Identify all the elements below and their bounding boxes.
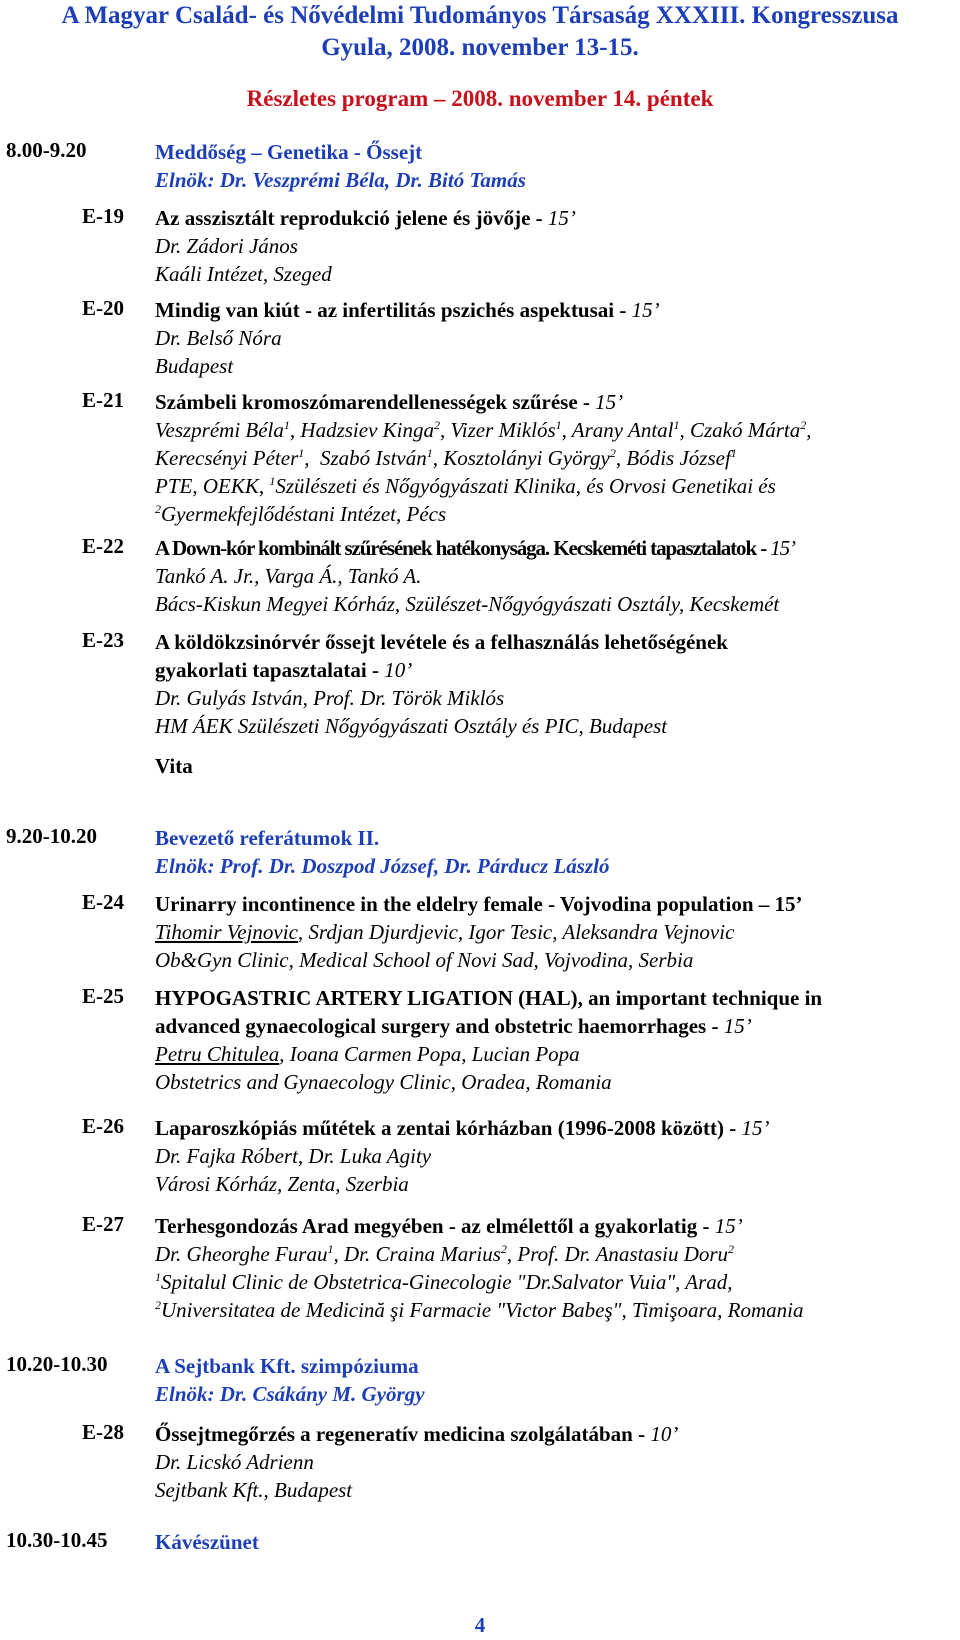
talk-title: A köldökzsinórvér őssejt levétele és a felhasználás lehetőségének xyxy=(155,630,728,654)
talk-authors: Dr. Gulyás István, Prof. Dr. Török Miklós xyxy=(155,686,505,710)
talk-title: A Down-kór kombinált szűrésének hatékonysága. Kecskeméti tapasztalatok - 15’ xyxy=(155,536,795,560)
talk-entry xyxy=(155,1114,945,1198)
program-subtitle: Részletes program – 2008. november 14. péntek xyxy=(246,86,714,111)
talk-title: Az asszisztált reprodukció jelene és jövője - 15’ xyxy=(155,206,576,230)
talk-authors: Dr. Belső Nóra xyxy=(155,326,282,350)
talk-institution: Kaáli Intézet, Szeged xyxy=(155,262,332,286)
session-chair: Elnök: Dr. Csákány M. György xyxy=(155,1382,425,1406)
talk-duration: 15’ xyxy=(547,206,576,230)
talk-institution: PTE, OEKK, $^1$Szülészeti és Nőgyógyászati Klinika, és Orvosi Genetikai és xyxy=(155,474,776,498)
talk-authors: Tankó A. Jr., Varga Á., Tankó A. xyxy=(155,564,422,588)
conference-title-line1: A Magyar Család- és Nővédelmi Tudományos Társaság XXXIII. Kongresszusa xyxy=(61,2,899,29)
conference-title-line2: Gyula, 2008. november 13-15. xyxy=(321,34,639,61)
talk-entry xyxy=(155,296,945,380)
talk-code: E-19 xyxy=(82,204,124,228)
talk-code: E-28 xyxy=(82,1420,124,1444)
session-time: 10.30-10.45 xyxy=(6,1528,108,1552)
session-chair: Elnök: Dr. Veszprémi Béla, Dr. Bitó Tamás xyxy=(155,168,526,192)
talk-duration: 10’ xyxy=(384,658,413,682)
talk-authors: Veszprémi Béla$^1$, Hadzsiev Kinga$^2$, Vizer Miklós$^1$, Arany Antal$^1$, Czakó Márta$^2$, xyxy=(155,418,812,442)
talk-title: HYPOGASTRIC ARTERY LIGATION (HAL), an important technique in xyxy=(155,986,823,1010)
talk-authors: Dr. Fajka Róbert, Dr. Luka Agity xyxy=(155,1144,432,1168)
talk-authors: Dr. Zádori János xyxy=(155,234,298,258)
session-title: A Sejtbank Kft. szimpóziuma xyxy=(155,1354,419,1378)
talk-institution: $^2$Gyermekfejlődéstani Intézet, Pécs xyxy=(155,502,447,526)
session-time: 9.20-10.20 xyxy=(6,824,97,848)
talk-authors: Kerecsényi Péter$^1$, Szabó István$^1$, Kosztolányi György$^2$, Bódis József$^1$ xyxy=(155,446,737,470)
talk-authors: Petru Chitulea, Ioana Carmen Popa, Lucian Popa xyxy=(155,1042,580,1066)
talk-code: E-26 xyxy=(82,1114,124,1138)
session-header xyxy=(155,138,945,194)
session-title: Bevezető referátumok II. xyxy=(155,826,380,850)
talk-title: Urinarry incontinence in the eldelry female - Vojvodina population – 15’ xyxy=(155,892,803,916)
talk-institution: Obstetrics and Gynaecology Clinic, Oradea, Romania xyxy=(155,1070,612,1094)
conference-title xyxy=(0,0,960,64)
talk-duration: 15’ xyxy=(595,390,624,414)
talk-code: E-25 xyxy=(82,984,124,1008)
talk-entry xyxy=(155,534,945,618)
talk-institution: Bács-Kiskun Megyei Kórház, Szülészet-Nőgyógyászati Osztály, Kecskemét xyxy=(155,592,780,616)
talk-title: advanced gynaecological surgery and obstetric haemorrhages - 15’ xyxy=(155,1014,752,1038)
talk-institution: $^1$Spitalul Clinic de Obstetrica-Ginecologie "Dr.Salvator Vuia", Arad, xyxy=(155,1270,733,1294)
talk-duration: 15’ xyxy=(714,1214,743,1238)
talk-entry xyxy=(155,1420,945,1504)
talk-title: Számbeli kromoszómarendellenességek szűrése - 15’ xyxy=(155,390,624,414)
talk-title: gyakorlati tapasztalatai - 10’ xyxy=(155,658,413,682)
talk-code: E-20 xyxy=(82,296,124,320)
session-header xyxy=(155,1528,945,1556)
session-title: Meddőség – Genetika - Őssejt xyxy=(155,140,423,164)
talk-authors: Dr. Gheorghe Furau$^1$, Dr. Craina Marius$^2$, Prof. Dr. Anastasiu Doru$^2$ xyxy=(155,1242,735,1266)
talk-code: E-24 xyxy=(82,890,124,914)
talk-duration: 15’ xyxy=(723,1014,752,1038)
talk-code: E-22 xyxy=(82,534,124,558)
talk-entry xyxy=(155,984,945,1096)
page-number: 4 xyxy=(474,1613,486,1637)
session-chair: Elnök: Prof. Dr. Doszpod József, Dr. Párducz László xyxy=(155,854,610,878)
session-time: 10.20-10.30 xyxy=(6,1352,108,1376)
talk-duration: 15’ xyxy=(770,536,795,560)
session-title: Kávészünet xyxy=(155,1530,259,1554)
talk-entry xyxy=(155,1212,945,1324)
talk-institution: $^2$Universitatea de Medicină şi Farmacie "Victor Babeş", Timişoara, Romania xyxy=(155,1298,804,1322)
talk-title: Laparoszkópiás műtétek a zentai kórházban (1996-2008 között) - 15’ xyxy=(155,1116,770,1140)
talk-institution: Sejtbank Kft., Budapest xyxy=(155,1478,353,1502)
talk-title: Mindig van kiút - az infertilitás pszichés aspektusai - 15’ xyxy=(155,298,660,322)
talk-authors: Dr. Licskó Adrienn xyxy=(155,1450,314,1474)
session-time: 8.00-9.20 xyxy=(6,138,87,162)
talk-entry xyxy=(155,890,945,974)
talk-entry xyxy=(155,388,945,528)
session-header xyxy=(155,824,945,880)
talk-code: E-21 xyxy=(82,388,124,412)
talk-title: Terhesgondozás Arad megyében - az elmélettől a gyakorlatig - 15’ xyxy=(155,1214,743,1238)
talk-duration: 10’ xyxy=(650,1422,679,1446)
talk-duration: 15’ xyxy=(741,1116,770,1140)
talk-institution: Budapest xyxy=(155,354,234,378)
talk-entry xyxy=(155,628,945,780)
talk-institution: Ob&Gyn Clinic, Medical School of Novi Sad, Vojvodina, Serbia xyxy=(155,948,694,972)
talk-code: E-27 xyxy=(82,1212,124,1236)
discussion-label: Vita xyxy=(155,754,193,778)
session-header xyxy=(155,1352,945,1408)
talk-code: E-23 xyxy=(82,628,124,652)
talk-duration: 15’ xyxy=(631,298,660,322)
talk-institution: Városi Kórház, Zenta, Szerbia xyxy=(155,1172,409,1196)
talk-institution: HM ÁEK Szülészeti Nőgyógyászati Osztály és PIC, Budapest xyxy=(155,714,668,738)
talk-title: Őssejtmegőrzés a regeneratív medicina szolgálatában - 10’ xyxy=(155,1422,679,1446)
talk-entry xyxy=(155,204,945,288)
talk-authors: Tihomir Vejnovic, Srdjan Djurdjevic, Igor Tesic, Aleksandra Vejnovic xyxy=(155,920,735,944)
